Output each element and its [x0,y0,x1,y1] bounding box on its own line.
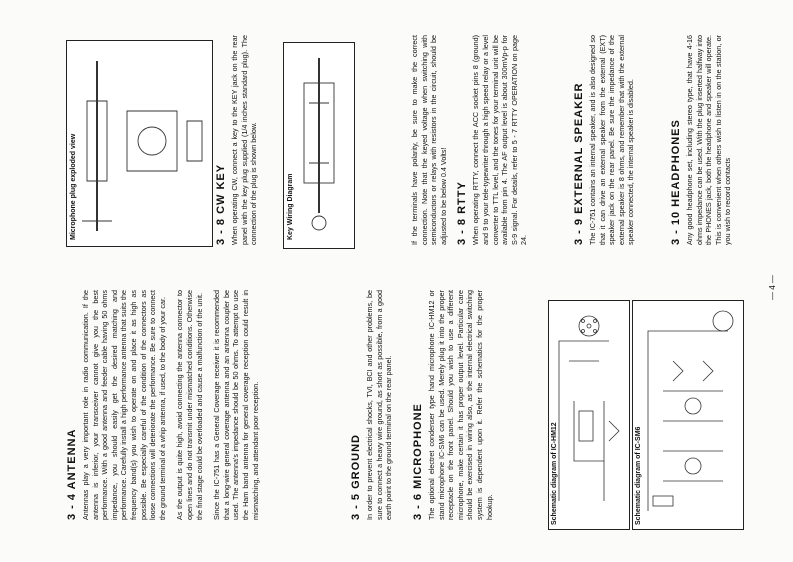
rtty-title: 3 - 8 RTTY [456,181,469,245]
headphones-section [670,35,733,245]
antenna-section [66,290,260,520]
headphones-paragraph: Any good headphone set, including stereo type, that have 4-16 ohms impedance can be used. With the plug inserted halfway into the PHONES jack, both the headphone and speaker will operate. This is convenient when others wish to listen in on the station, or you wish to record contacts [685,35,733,245]
microphone-paragraph: The optional electret condenser type hand microphone IC-HM12 or stand microphone IC-SM6 can be used. Merely plug it into the proper receptacle on the front panel. Should you wish to use a different microphone, make certain it has proper output level. Particular care should be exercised in wiring also, as the internal electrical switching system is dependent upon it. Refer the schematics for the proper hookup. [427,290,494,520]
microphone-section [412,290,494,520]
antenna-paragraph-2: As the output is quite high, avoid connecting the antenna connector to open lines and do not transmit under mismatched conditions. Otherwise the final stage could be overloaded and cause a malfunction of the unit. [175,290,204,520]
mic-plug-figure [66,40,213,247]
cw-key-section [215,35,259,245]
microphone-title: 3 - 6 MICROPHONE [412,403,424,520]
cw-key-title: 3 - 8 CW KEY [215,163,227,245]
cw-key-paragraph: When operating CW, connect a key to the KEY jack on the rear panel with the key plug supplied (1/4 inches standard plug). The connection of the plug is shown below. [230,35,259,245]
ground-paragraph: In order to prevent electrical shocks, TVI, BCI and other problems, be sure to connect a heavy wire ground, as short as possible, from a good earth point to the ground terminal on the rear panel. [365,290,394,520]
antenna-paragraph-1: Antennas play a very important role in radio communication. If the antenna is inferior, your transceiver cannot give you the best performance. With a good antenna and feeder cable having 50 ohms impedance, you should easily get the desired matching and performance. Carefully install a high performance antenna that suits the frequency band(s) you wish to operate on and place it as high as possible. Be especially careful of the condition of the connectors as loose connections will deteriorate the performance. Be sure to connect the ground terminal of a whip antenna, if used, to the body of your car. [81,290,167,520]
key-wiring-drawing [284,43,354,248]
rtty-paragraph-2: When operating RTTY, connect the ACC socket pins 8 (ground) and 9 to your tele-typewriter through a high speed relay or a level converter to TTL level, and the tones for your terminal unit will be available from pin 4. The AF output level is about 300mVp-p for S-9 signal. For details, refer to 5 - 7 RTTY OPERATION on page 24. [471,35,529,245]
hm12-caption: Schematic diagram of IC-HM12 [551,422,558,525]
antenna-paragraph-3: Since the IC-751 has a General Coverage receiver it is recommended that a long-wire general coverage antenna and an antenna coupler be used. The antenna's impedance should be 50 ohms. To attempt to use the Ham band antenna for general coverage reception could result in mismatching, and attendant poor reception. [212,290,260,520]
mic-plug-drawing [67,41,212,246]
mic-plug-caption: Microphone plug exploded view [70,133,77,240]
ground-title: 3 - 5 GROUND [350,434,362,520]
key-wiring-caption: Key Wiring Diagram [287,173,294,240]
page-number: — 4 — [768,275,777,300]
sm6-caption: Schematic diagram of IC-SM6 [635,426,642,525]
sm6-schematic-drawing [633,301,743,529]
headphones-title: 3 - 10 HEADPHONES [670,119,682,245]
rtty-paragraph-1: If the terminals have polarity, be sure to make the correct connection. Note that the keyed voltage when switching with semiconductors or relays with resistors in the circuit, should be adjusted to be below 0.4 Volts! [410,35,448,245]
rtty-section [410,35,529,245]
hm12-schematic-figure [548,300,630,530]
sm6-schematic-figure [632,300,744,530]
speaker-section [573,35,636,245]
speaker-paragraph: The IC-751 contains an internal speaker, and is also designed so that it can drive an external speaker from the external (EXT) speaker jack on the rear panel. Be sure the impedance of the external speaker is 8 ohms, and remember that with the external speaker connected, the internal speaker is disabled. [588,35,636,245]
hm12-schematic-drawing [549,301,629,529]
antenna-title: 3 - 4 ANTENNA [66,428,78,520]
speaker-title: 3 - 9 EXTERNAL SPEAKER [573,82,585,245]
ground-section [350,290,394,520]
